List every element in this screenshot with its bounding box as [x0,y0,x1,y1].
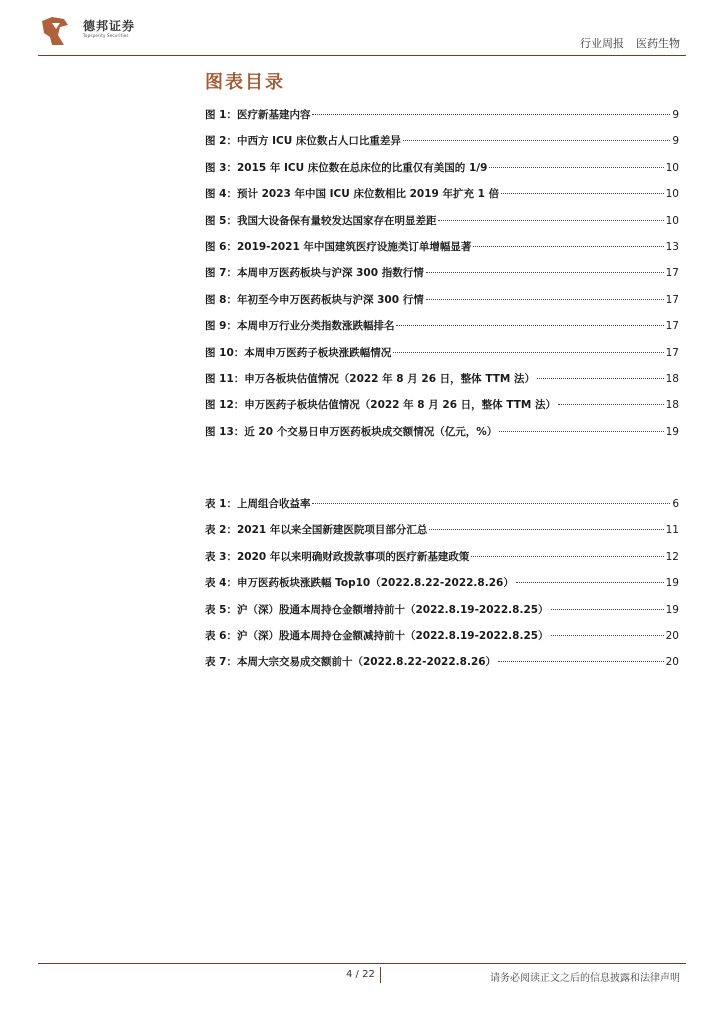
figure-entry-page: 18 [665,372,679,385]
table-entry-page: 19 [665,603,679,616]
figure-entry[interactable] [205,239,679,265]
figure-entry[interactable] [205,371,679,397]
figure-entry[interactable] [205,345,679,371]
table-entry-label: 表 2：2021 年以来全国新建医院项目部分汇总 [205,524,428,537]
table-entry-label: 表 5：沪（深）股通本周持仓金额增持前十（2022.8.19-2022.8.25） [205,603,549,616]
figure-entry[interactable] [205,292,679,318]
dot-leader [551,609,664,610]
figure-entry[interactable] [205,186,679,212]
figure-entry[interactable] [205,318,679,344]
table-entry[interactable] [205,522,679,548]
dot-leader [537,378,664,379]
table-entry-label: 表 7：本周大宗交易成交额前十（2022.8.22-2022.8.26） [205,656,497,669]
figure-entry[interactable] [205,160,679,186]
figure-entry-page: 9 [672,135,679,148]
figure-entry[interactable] [205,397,679,423]
figure-entry-page: 17 [665,346,679,359]
table-entry[interactable] [205,575,679,601]
dot-leader [498,661,664,662]
table-entry[interactable] [205,654,679,680]
dot-leader [516,582,664,583]
figure-entry-page: 19 [665,425,679,438]
figure-entry[interactable] [205,133,679,159]
table-entry[interactable] [205,628,679,654]
footer-divider [38,963,686,964]
dot-leader [473,246,663,247]
figure-entry-page: 17 [665,320,679,333]
table-entry-page: 6 [672,498,679,510]
toc-title: 图表目录 [205,72,285,93]
dot-leader [471,556,663,557]
figure-entry-label: 图 6：2019-2021 年中国建筑医疗设施类订单增幅显著 [205,240,472,253]
table-entry-page: 12 [665,550,679,563]
logo-emblem-icon [38,15,72,49]
figure-entry[interactable] [205,107,679,133]
figure-entry-label: 图 11：申万各板块估值情况（2022 年 8 月 26 日，整体 TTM 法） [205,372,536,385]
figure-entry-label: 图 4：预计 2023 年中国 ICU 床位数相比 2019 年扩充 1 倍 [205,188,500,201]
disclaimer-note: 请务必阅读正文之后的信息披露和法律声明 [490,973,680,984]
figure-entry-label: 图 9：本周申万行业分类指数涨跌幅排名 [205,320,395,333]
logo-company-name: 德邦证券 [83,19,136,33]
figure-entry-page: 17 [665,293,679,306]
dot-leader [312,114,670,115]
figure-entry-label: 图 5：我国大设备保有量较发达国家存在明显差距 [205,214,437,227]
dot-leader [393,352,663,353]
dot-leader [396,325,663,326]
dot-leader [558,404,664,405]
company-logo [38,15,158,45]
figure-entry-label: 图 12：申万医药子板块估值情况（2022 年 8 月 26 日，整体 TTM 法） [205,399,557,412]
table-entry-page: 19 [665,577,679,590]
table-list [205,496,679,681]
table-entry-label: 表 1：上周组合收益率 [205,498,311,510]
figure-entry-label: 图 7：本周申万医药板块与沪深 300 指数行情 [205,267,424,280]
table-entry-page: 20 [665,629,679,642]
header-tags [580,35,680,51]
table-entry[interactable] [205,496,679,522]
dot-leader [489,167,663,168]
figure-entry-page: 10 [665,188,679,201]
figure-entry-page: 18 [665,399,679,412]
figure-entry-label: 图 8：年初至今申万医药板块与沪深 300 行情 [205,293,424,306]
figure-entry-label: 图 2：中西方 ICU 床位数占人口比重差异 [205,135,401,148]
table-entry-page: 11 [665,524,679,537]
dot-leader [426,299,664,300]
table-entry-page: 20 [665,656,679,669]
figure-entry[interactable] [205,213,679,239]
sector-name: 医药生物 [636,37,680,50]
dot-leader [551,635,664,636]
figure-list [205,107,679,450]
table-entry-label: 表 4：申万医药板块涨跌幅 Top10（2022.8.22-2022.8.26） [205,577,514,590]
table-entry-label: 表 3：2020 年以来明确财政拨款事项的医疗新基建政策 [205,550,470,563]
figure-entry-label: 图 13：近 20 个交易日申万医药板块成交额情况（亿元，%） [205,425,498,438]
figure-entry-page: 13 [665,240,679,253]
dot-leader [403,140,670,141]
table-entry[interactable] [205,549,679,575]
dot-leader [312,503,670,504]
page-number: 4 / 22 [346,969,375,980]
figure-entry-label: 图 3：2015 年 ICU 床位数在总床位的比重仅有美国的 1/9 [205,161,488,174]
table-entry[interactable] [205,602,679,628]
figure-entry[interactable] [205,265,679,291]
dot-leader [501,193,664,194]
dot-leader [438,220,663,221]
footer-separator [380,967,381,983]
logo-company-english: Topsperity Securities [83,33,129,38]
figure-entry-page: 17 [665,267,679,280]
figure-entry-page: 10 [665,214,679,227]
dot-leader [499,431,663,432]
figure-entry[interactable] [205,424,679,450]
dot-leader [426,272,664,273]
header-divider [38,55,686,56]
figure-entry-page: 9 [672,109,679,121]
figure-entry-label: 图 10：本周申万医药子板块涨跌幅情况 [205,346,392,359]
figure-entry-page: 10 [665,161,679,174]
report-type: 行业周报 [580,37,624,50]
dot-leader [429,529,663,530]
table-entry-label: 表 6：沪（深）股通本周持仓金额减持前十（2022.8.19-2022.8.25） [205,629,549,642]
figure-entry-label: 图 1：医疗新基建内容 [205,109,311,121]
